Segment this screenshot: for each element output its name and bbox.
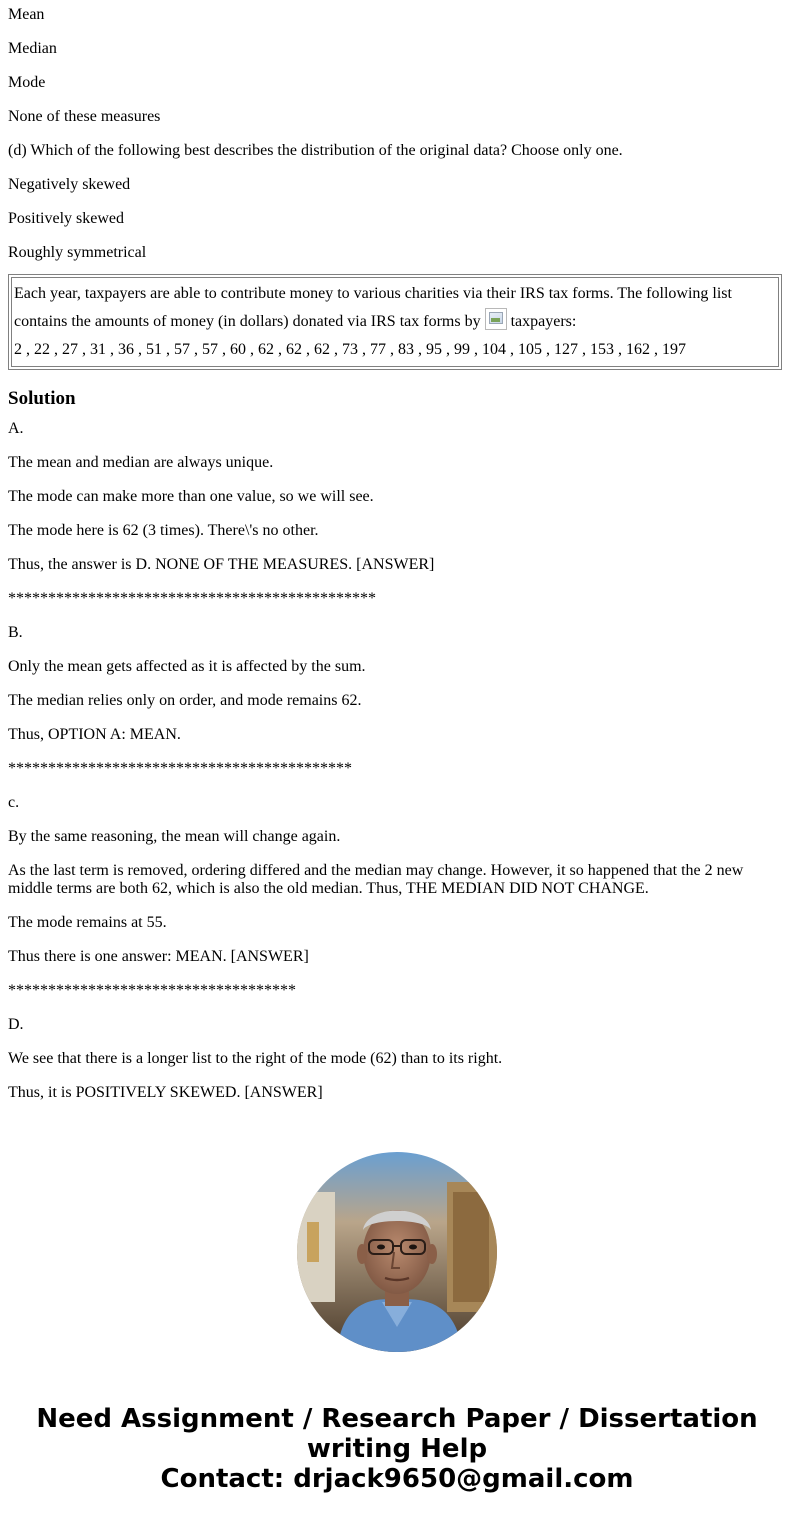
problem-data-list: 2 , 22 , 27 , 31 , 36 , 51 , 57 , 57 , 60 , 62 , 62 , 62 , 73 , 77 , 83 , 95 , 99 , 104 , 105 , 127 , 153 , 162 , 197 [14, 341, 686, 358]
author-avatar [297, 1152, 497, 1352]
solution-line: By the same reasoning, the mean will change again. [8, 828, 341, 845]
option-median: Median [8, 40, 57, 57]
solution-line-wrapped: As the last term is removed, ordering differed and the median may change. However, it so happened that the 2 new middle terms are both 62, which is also the old median. Thus, THE MEDIAN DID NOT CHANGE. [8, 862, 744, 897]
promo-banner [0, 1404, 794, 1494]
separator-stars: ********************************************** [8, 590, 376, 607]
problem-text-after: taxpayers: [510, 313, 577, 330]
promo-line-2: writing Help [306, 1434, 488, 1464]
solution-part-d-label: D. [8, 1016, 24, 1033]
solution-answer-c: Thus there is one answer: MEAN. [ANSWER] [8, 948, 309, 965]
solution-line: The mean and median are always unique. [8, 454, 274, 471]
problem-text-before: Each year, taxpayers are able to contribute money to various charities via their IRS tax forms. The following list contains the amounts of money (in dollars) donated via IRS tax forms by [14, 285, 732, 330]
problem-box-inner [11, 277, 779, 367]
separator-stars: ************************************ [8, 982, 296, 999]
solution-part-a-label: A. [8, 420, 24, 437]
solution-line: The mode can make more than one value, so we will see. [8, 488, 374, 505]
solution-line: Only the mean gets affected as it is affected by the sum. [8, 658, 366, 675]
solution-line: The median relies only on order, and mode remains 62. [8, 692, 362, 709]
option-positively-skewed: Positively skewed [8, 210, 124, 227]
solution-answer-b: Thus, OPTION A: MEAN. [8, 726, 181, 743]
solution-part-b-label: B. [8, 624, 23, 641]
solution-line: The mode remains at 55. [8, 914, 167, 931]
solution-part-c-label: c. [8, 794, 20, 811]
option-none: None of these measures [8, 108, 161, 125]
problem-text [14, 280, 776, 336]
solution-line: We see that there is a longer list to the right of the mode (62) than to its right. [8, 1050, 503, 1067]
solution-answer-a: Thus, the answer is D. NONE OF THE MEASURES. [ANSWER] [8, 556, 435, 573]
solution-answer-d: Thus, it is POSITIVELY SKEWED. [ANSWER] [8, 1084, 323, 1101]
solution-line: The mode here is 62 (3 times). There\'s no other. [8, 522, 319, 539]
promo-contact: Contact: drjack9650@gmail.com [160, 1464, 634, 1494]
option-mean: Mean [8, 6, 45, 23]
solution-heading: Solution [8, 388, 76, 409]
promo-line-1: Need Assignment / Research Paper / Dissertation [36, 1404, 758, 1434]
separator-stars: ******************************************* [8, 760, 352, 777]
option-negatively-skewed: Negatively skewed [8, 176, 131, 193]
broken-image-icon [485, 308, 507, 330]
option-mode: Mode [8, 74, 46, 91]
problem-box [8, 274, 782, 370]
question-d-prompt: (d) Which of the following best describes the distribution of the original data? Choose only one. [8, 142, 623, 159]
option-roughly-symmetrical: Roughly symmetrical [8, 244, 147, 261]
avatar-portrait-image [297, 1152, 497, 1352]
